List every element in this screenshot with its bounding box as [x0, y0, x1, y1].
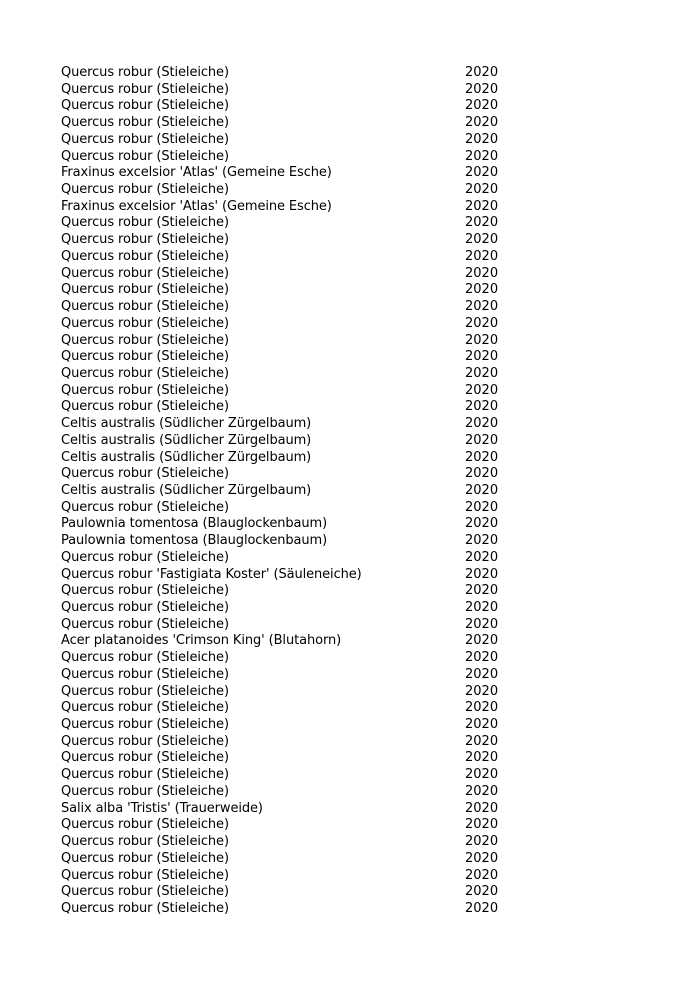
list-item: [61, 266, 501, 283]
tree-list: [61, 65, 501, 918]
tree-species: Quercus robur (Stieleiche): [61, 650, 229, 666]
tree-species: Quercus robur (Stieleiche): [61, 299, 229, 315]
list-item: [61, 600, 501, 617]
tree-species: Quercus robur (Stieleiche): [61, 131, 229, 147]
list-item: [61, 399, 501, 416]
list-item: [61, 717, 501, 734]
list-item: [61, 567, 501, 584]
planting-year: 2020: [465, 767, 499, 783]
list-item: [61, 199, 501, 216]
list-item: [61, 801, 501, 818]
list-item: [61, 533, 501, 550]
planting-year: 2020: [465, 549, 499, 565]
planting-year: 2020: [465, 616, 499, 632]
list-item: [61, 500, 501, 517]
list-item: [61, 232, 501, 249]
planting-year: 2020: [465, 800, 499, 816]
planting-year: 2020: [465, 834, 499, 850]
tree-species: Quercus robur (Stieleiche): [61, 349, 229, 365]
tree-species: Celtis australis (Südlicher Zürgelbaum): [61, 432, 312, 448]
list-item: [61, 550, 501, 567]
tree-species: Quercus robur (Stieleiche): [61, 767, 229, 783]
tree-species: Quercus robur (Stieleiche): [61, 717, 229, 733]
list-item: [61, 767, 501, 784]
planting-year: 2020: [465, 884, 499, 900]
tree-species: Quercus robur (Stieleiche): [61, 583, 229, 599]
tree-species: Celtis australis (Südlicher Zürgelbaum): [61, 416, 312, 432]
planting-year: 2020: [465, 248, 499, 264]
tree-species: Paulownia tomentosa (Blauglockenbaum): [61, 533, 328, 549]
list-item: [61, 349, 501, 366]
tree-species: Quercus robur (Stieleiche): [61, 750, 229, 766]
list-item: [61, 416, 501, 433]
tree-species: Fraxinus excelsior 'Atlas' (Gemeine Esche): [61, 165, 332, 181]
tree-species: Quercus robur (Stieleiche): [61, 265, 229, 281]
planting-year: 2020: [465, 700, 499, 716]
tree-species: Quercus robur (Stieleiche): [61, 182, 229, 198]
list-item: [61, 82, 501, 99]
list-item: [61, 132, 501, 149]
tree-species: Quercus robur (Stieleiche): [61, 900, 229, 916]
tree-species: Celtis australis (Südlicher Zürgelbaum): [61, 449, 312, 465]
list-item: [61, 834, 501, 851]
planting-year: 2020: [465, 566, 499, 582]
tree-species: Quercus robur (Stieleiche): [61, 148, 229, 164]
list-item: [61, 684, 501, 701]
tree-species: Quercus robur (Stieleiche): [61, 733, 229, 749]
planting-year: 2020: [465, 399, 499, 415]
tree-species: Quercus robur (Stieleiche): [61, 666, 229, 682]
tree-species: Quercus robur (Stieleiche): [61, 232, 229, 248]
list-item: [61, 750, 501, 767]
planting-year: 2020: [465, 867, 499, 883]
tree-species: Quercus robur (Stieleiche): [61, 850, 229, 866]
planting-year: 2020: [465, 783, 499, 799]
planting-year: 2020: [465, 600, 499, 615]
planting-year: 2020: [465, 65, 499, 80]
list-item: [61, 249, 501, 266]
tree-species: Quercus robur (Stieleiche): [61, 248, 229, 264]
planting-year: 2020: [465, 282, 499, 298]
planting-year: 2020: [465, 650, 499, 666]
planting-year: 2020: [465, 733, 499, 749]
tree-species: Quercus robur (Stieleiche): [61, 867, 229, 883]
list-item: [61, 667, 501, 684]
tree-species: Fraxinus excelsior 'Atlas' (Gemeine Esche): [61, 198, 332, 214]
list-item: [61, 282, 501, 299]
planting-year: 2020: [465, 165, 499, 181]
planting-year: 2020: [465, 666, 499, 682]
planting-year: 2020: [465, 583, 499, 599]
planting-year: 2020: [465, 81, 499, 97]
planting-year: 2020: [465, 332, 499, 348]
tree-species: Quercus robur (Stieleiche): [61, 81, 229, 97]
tree-species: Quercus robur (Stieleiche): [61, 332, 229, 348]
list-item: [61, 851, 501, 868]
list-item: [61, 817, 501, 834]
planting-year: 2020: [465, 817, 499, 833]
tree-species: Paulownia tomentosa (Blauglockenbaum): [61, 516, 328, 532]
tree-species: Quercus robur (Stieleiche): [61, 65, 229, 80]
tree-species: Acer platanoides 'Crimson King' (Blutahorn): [61, 633, 342, 649]
tree-species: Quercus robur (Stieleiche): [61, 499, 229, 515]
tree-species: Quercus robur (Stieleiche): [61, 884, 229, 900]
list-item: [61, 450, 501, 467]
list-item: [61, 98, 501, 115]
list-item: [61, 650, 501, 667]
planting-year: 2020: [465, 449, 499, 465]
list-item: [61, 149, 501, 166]
planting-year: 2020: [465, 148, 499, 164]
planting-year: 2020: [465, 98, 499, 114]
list-item: [61, 784, 501, 801]
list-item: [61, 700, 501, 717]
list-item: [61, 366, 501, 383]
tree-species: Quercus robur (Stieleiche): [61, 700, 229, 716]
list-item: [61, 466, 501, 483]
tree-species: Quercus robur (Stieleiche): [61, 282, 229, 298]
planting-year: 2020: [465, 315, 499, 331]
planting-year: 2020: [465, 265, 499, 281]
planting-year: 2020: [465, 633, 499, 649]
list-item: [61, 617, 501, 634]
planting-year: 2020: [465, 182, 499, 198]
list-item: [61, 65, 501, 82]
list-item: [61, 165, 501, 182]
tree-species: Salix alba 'Tristis' (Trauerweide): [61, 800, 263, 816]
planting-year: 2020: [465, 215, 499, 231]
tree-species: Quercus robur (Stieleiche): [61, 783, 229, 799]
planting-year: 2020: [465, 850, 499, 866]
planting-year: 2020: [465, 198, 499, 214]
list-item: [61, 884, 501, 901]
tree-species: Quercus robur (Stieleiche): [61, 315, 229, 331]
list-item: [61, 333, 501, 350]
tree-species: Quercus robur (Stieleiche): [61, 115, 229, 131]
tree-species: Quercus robur (Stieleiche): [61, 834, 229, 850]
planting-year: 2020: [465, 349, 499, 365]
planting-year: 2020: [465, 432, 499, 448]
planting-year: 2020: [465, 533, 499, 549]
list-item: [61, 433, 501, 450]
list-item: [61, 734, 501, 751]
planting-year: 2020: [465, 232, 499, 248]
tree-species: Celtis australis (Südlicher Zürgelbaum): [61, 482, 312, 498]
planting-year: 2020: [465, 115, 499, 131]
planting-year: 2020: [465, 131, 499, 147]
list-item: [61, 901, 501, 918]
planting-year: 2020: [465, 683, 499, 699]
tree-species: Quercus robur (Stieleiche): [61, 399, 229, 415]
planting-year: 2020: [465, 516, 499, 532]
list-item: [61, 868, 501, 885]
tree-species: Quercus robur (Stieleiche): [61, 466, 229, 482]
tree-species: Quercus robur (Stieleiche): [61, 365, 229, 381]
tree-species: Quercus robur (Stieleiche): [61, 215, 229, 231]
planting-year: 2020: [465, 299, 499, 315]
list-item: [61, 299, 501, 316]
list-item: [61, 633, 501, 650]
planting-year: 2020: [465, 416, 499, 432]
tree-species: Quercus robur (Stieleiche): [61, 600, 229, 615]
list-item: [61, 516, 501, 533]
list-item: [61, 583, 501, 600]
planting-year: 2020: [465, 750, 499, 766]
planting-year: 2020: [465, 900, 499, 916]
tree-species: Quercus robur 'Fastigiata Koster' (Säuleneiche): [61, 566, 362, 582]
planting-year: 2020: [465, 717, 499, 733]
list-item: [61, 115, 501, 132]
list-item: [61, 383, 501, 400]
planting-year: 2020: [465, 382, 499, 398]
tree-species: Quercus robur (Stieleiche): [61, 817, 229, 833]
planting-year: 2020: [465, 365, 499, 381]
list-item: [61, 483, 501, 500]
list-item: [61, 316, 501, 333]
list-item: [61, 182, 501, 199]
list-item: [61, 215, 501, 232]
planting-year: 2020: [465, 466, 499, 482]
planting-year: 2020: [465, 482, 499, 498]
planting-year: 2020: [465, 499, 499, 515]
tree-species: Quercus robur (Stieleiche): [61, 98, 229, 114]
tree-species: Quercus robur (Stieleiche): [61, 683, 229, 699]
tree-species: Quercus robur (Stieleiche): [61, 549, 229, 565]
tree-species: Quercus robur (Stieleiche): [61, 382, 229, 398]
tree-species: Quercus robur (Stieleiche): [61, 616, 229, 632]
